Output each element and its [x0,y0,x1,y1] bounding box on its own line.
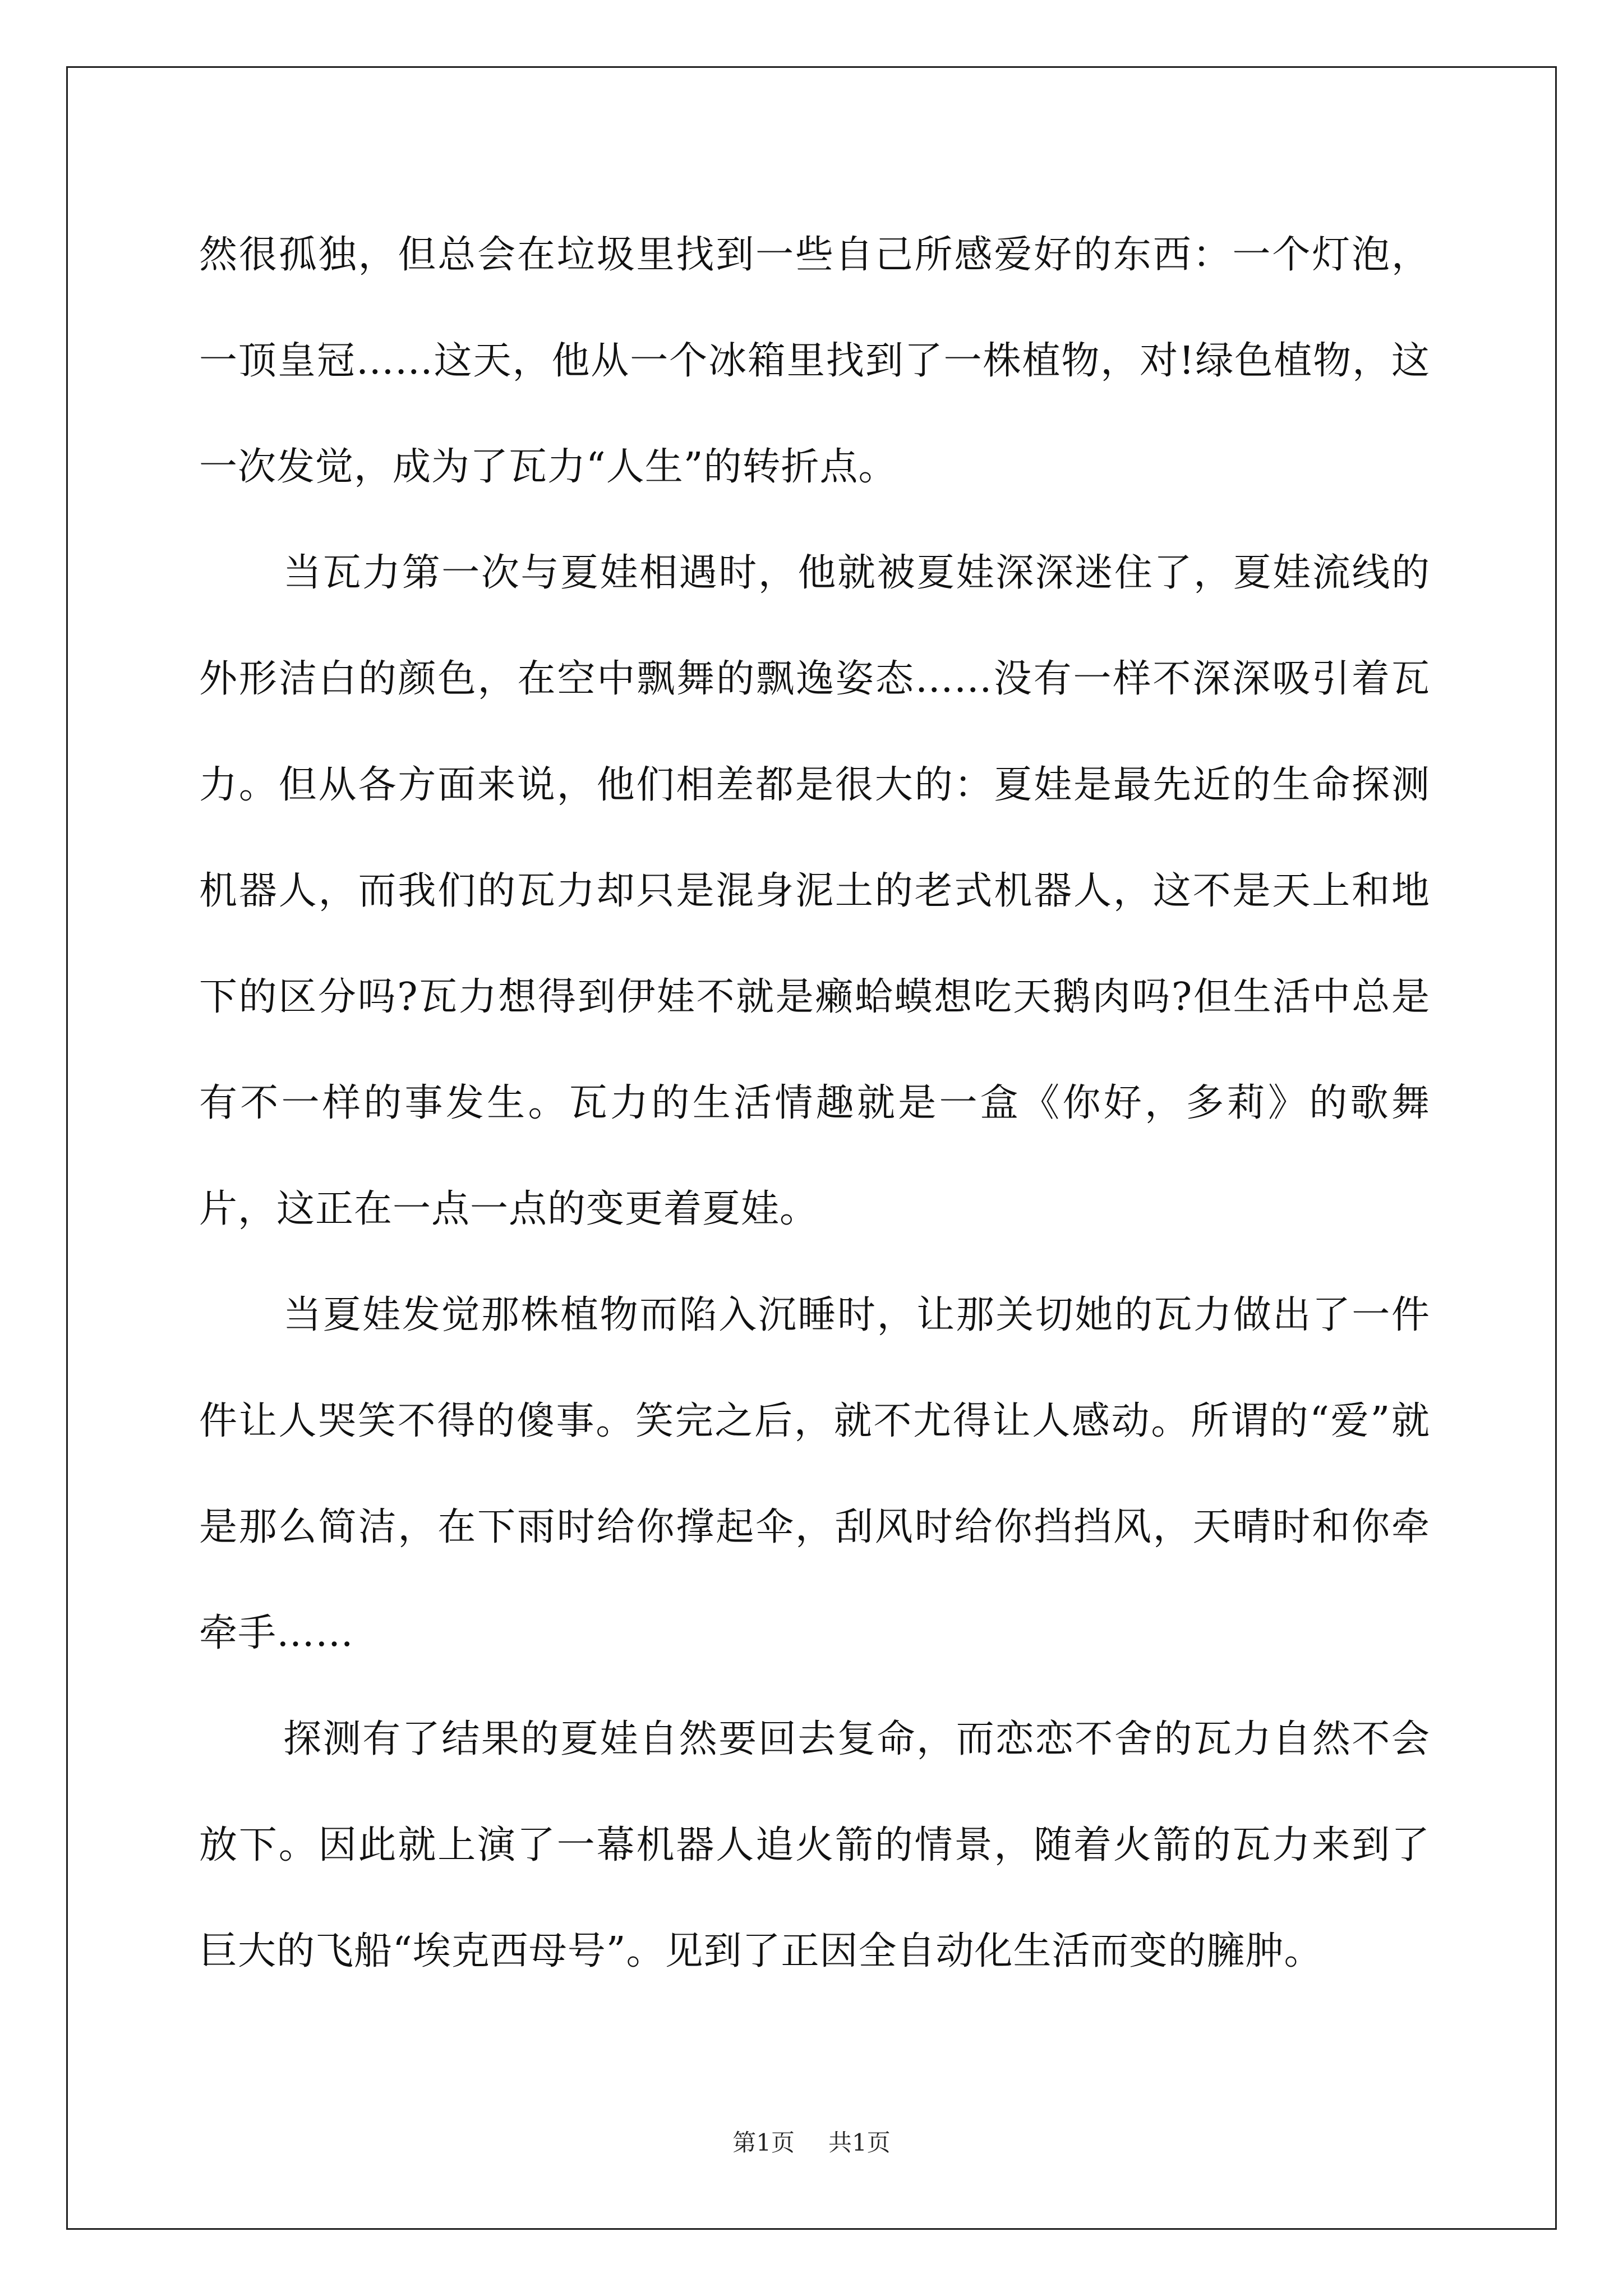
paragraph-2: 当瓦力第一次与夏娃相遇时，他就被夏娃深深迷住了，夏娃流线的外形洁白的颜色，在空中飘舞的飘逸姿态……没有一样不深深吸引着瓦力。但从各方面来说，他们相差都是很大的：夏娃是最先近的生命探测机器人，而我们的瓦力却只是混身泥土的老式机器人，这不是天上和地下的区分吗?瓦力想得到伊娃不就是癞蛤蟆想吃天鹅肉吗?但生活中总是有不一样的事发生。瓦力的生活情趣就是一盒《你好，多莉》的歌舞片，这正在一点一点的变更着夏娃。 [199,551,1430,1231]
paragraph-4: 探测有了结果的夏娃自然要回去复命，而恋恋不舍的瓦力自然不会放下。因此就上演了一幕机器人追火箭的情景，随着火箭的瓦力来到了巨大的飞船“埃克西母号”。见到了正因全自动化生活而变的臃肿。 [199,1717,1430,1973]
paragraph-1: 然很孤独，但总会在垃圾里找到一些自己所感爱好的东西：一个灯泡，一顶皇冠……这天，他从一个冰箱里找到了一株植物，对!绿色植物，这一次发觉，成为了瓦力“人生”的转折点。 [199,233,1430,489]
paragraph-3: 当夏娃发觉那株植物而陷入沉睡时，让那关切她的瓦力做出了一件件让人哭笑不得的傻事。笑完之后，就不尤得让人感动。所谓的“爱”就是那么简洁，在下雨时给你撑起伞，刮风时给你挡挡风，天晴时和你牵牵手…… [199,1293,1430,1655]
document-body [199,202,1430,2004]
page-number-current: 第1页 [732,2129,795,2156]
page-number-total: 共1页 [828,2129,891,2156]
page-footer [0,2126,1623,2160]
